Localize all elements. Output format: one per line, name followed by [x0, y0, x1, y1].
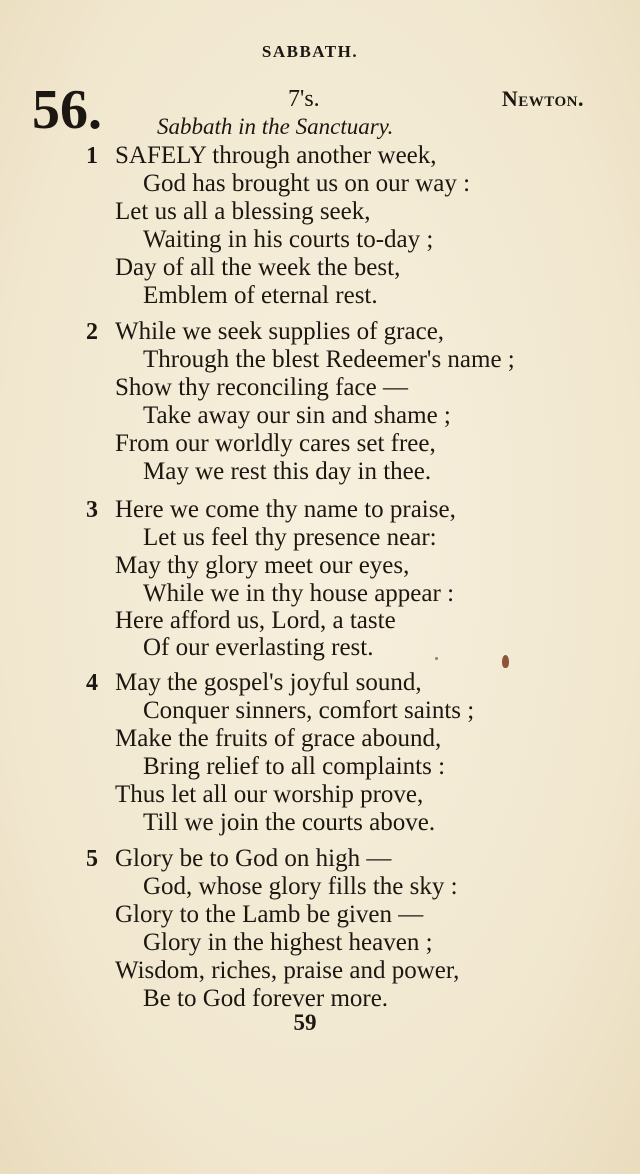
verse-line: Till we join the courts above. — [143, 809, 436, 836]
verse-line: Emblem of eternal rest. — [143, 282, 378, 309]
verse-line: May we rest this day in thee. — [143, 458, 432, 485]
ink-dot — [435, 657, 438, 660]
verse-line: God has brought us on our way : — [143, 170, 471, 197]
verse-line: While we in thy house appear : — [143, 580, 455, 607]
verse-line: May the gospel's joyful sound, — [115, 669, 422, 696]
verse-line: God, whose glory fills the sky : — [143, 873, 458, 900]
verse-line: Through the blest Redeemer's name ; — [143, 346, 515, 373]
verse-line: Of our everlasting rest. — [143, 634, 374, 661]
verse-line: May thy glory meet our eyes, — [115, 552, 410, 579]
verse-number: 1 — [86, 143, 98, 169]
running-head: SABBATH. — [261, 42, 359, 61]
verse-number: 5 — [86, 846, 98, 872]
verse-number: 2 — [86, 319, 98, 345]
verse-line: Glory in the highest heaven ; — [143, 929, 433, 956]
verse-line: From our worldly cares set free, — [115, 430, 436, 457]
ink-stain — [502, 655, 509, 668]
verse-line: Glory be to God on high — — [115, 845, 392, 872]
verse-line: Day of all the week the best, — [115, 254, 401, 281]
hymn-title: Sabbath in the Sanctuary. — [157, 114, 394, 139]
verse-line: Be to God forever more. — [143, 985, 389, 1012]
verse-number: 4 — [86, 670, 98, 696]
hymn-number: 56. — [32, 79, 102, 141]
verse-line: Show thy reconciling face — — [115, 374, 408, 401]
verse-line: Wisdom, riches, praise and power, — [115, 957, 460, 984]
verse-line: Let us feel thy presence near: — [143, 524, 437, 551]
verse-line: Thus let all our worship prove, — [115, 781, 424, 808]
tune-name: Newton. — [501, 86, 584, 111]
verse-line: Make the fruits of grace abound, — [115, 725, 442, 752]
verse-line: SAFELY through another week, — [115, 142, 437, 169]
verse-line: Here afford us, Lord, a taste — [115, 607, 396, 634]
verse-line: Glory to the Lamb be given — — [115, 901, 424, 928]
verse-line: Waiting in his courts to-day ; — [143, 226, 434, 253]
verse-number: 3 — [86, 497, 98, 523]
verse-line: Conquer sinners, comfort saints ; — [143, 697, 475, 724]
hymn-meter: 7's. — [288, 86, 320, 112]
verse-line: Take away our sin and shame ; — [143, 402, 451, 429]
verse-line: Bring relief to all complaints : — [143, 753, 446, 780]
verse-line: Let us all a blessing seek, — [115, 198, 371, 225]
page-number: 59 — [293, 1010, 317, 1035]
verse-line: Here we come thy name to praise, — [115, 496, 456, 523]
verse-line: While we seek supplies of grace, — [115, 318, 445, 345]
